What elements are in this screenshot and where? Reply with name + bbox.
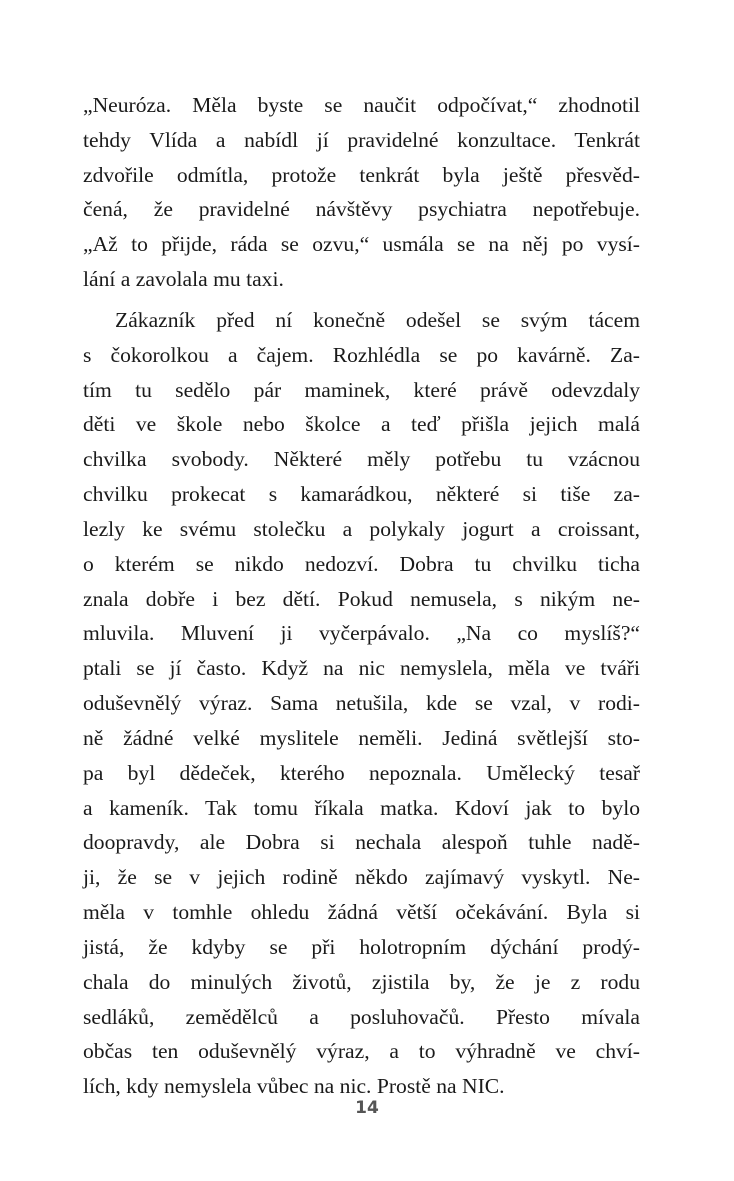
text-line: zdvořile odmítla, protože tenkrát byla ještě přesvěd- <box>83 162 640 187</box>
text-line: a kameník. Tak tomu říkala matka. Kdoví jak to bylo <box>83 795 640 820</box>
text-line: chvilku prokecat s kamarádkou, některé si tiše za- <box>83 482 640 507</box>
body-text <box>83 88 640 1104</box>
text-line: chvilka svobody. Některé měly potřebu tu vzácnou <box>83 447 640 472</box>
text-line: čená, že pravidelné návštěvy psychiatra nepotřebuje. <box>83 197 640 222</box>
text-line: občas ten oduševnělý výraz, a to výhradně ve chví- <box>83 1039 640 1064</box>
text-line: měla v tomhle ohledu žádná větší očekávání. Byla si <box>83 900 640 925</box>
text-line: chala do minulých životů, zjistila by, že je z rodu <box>83 969 640 994</box>
text-line: ji, že se v jejich rodině někdo zajímavý vyskytl. Ne- <box>83 865 640 890</box>
text-line: lání a zavolala mu taxi. <box>83 267 284 292</box>
paragraph <box>83 88 640 297</box>
text-line: mluvila. Mluvení ji vyčerpávalo. „Na co myslíš?“ <box>83 621 640 646</box>
text-line: „Až to přijde, ráda se ozvu,“ usmála se na něj po vysí- <box>83 232 640 257</box>
text-line: „Neuróza. Měla byste se naučit odpočívat,“ zhodnotil <box>83 93 640 117</box>
text-line: tím tu sedělo pár maminek, které právě odevzdaly <box>83 377 640 402</box>
text-line: Zákazník před ní konečně odešel se svým tácem <box>115 307 640 332</box>
text-line: ptali se jí často. Když na nic nemyslela, měla ve tváři <box>83 656 640 681</box>
text-line: jistá, že kdyby se při holotropním dýchání prodý- <box>83 934 640 959</box>
text-line: děti ve škole nebo školce a teď přišla jejich malá <box>83 412 640 437</box>
page-number: 14 <box>355 1098 379 1118</box>
paragraph <box>83 303 640 1104</box>
text-line: ně žádné velké myslitele neměli. Jediná světlejší sto- <box>83 725 640 750</box>
text-line: oduševnělý výraz. Sama netušila, kde se vzal, v rodi- <box>83 691 640 716</box>
text-line: lích, kdy nemyslela vůbec na nic. Prostě na NIC. <box>83 1074 505 1099</box>
text-line: sedláků, zemědělců a posluhovačů. Přesto mívala <box>83 1004 640 1029</box>
text-line: tehdy Vlída a nabídl jí pravidelné konzultace. Tenkrát <box>83 127 640 152</box>
text-line: lezly ke svému stolečku a polykaly jogurt a croissant, <box>83 516 640 541</box>
text-line: doopravdy, ale Dobra si nechala alespoň tuhle nadě- <box>83 830 640 855</box>
text-line: znala dobře i bez dětí. Pokud nemusela, s nikým ne- <box>83 586 640 611</box>
text-line: pa byl dědeček, kterého nepoznala. Umělecký tesař <box>83 760 640 785</box>
text-line: s čokorolkou a čajem. Rozhlédla se po kavárně. Za- <box>83 342 640 367</box>
text-line: o kterém se nikdo nedozví. Dobra tu chvilku ticha <box>83 551 640 576</box>
